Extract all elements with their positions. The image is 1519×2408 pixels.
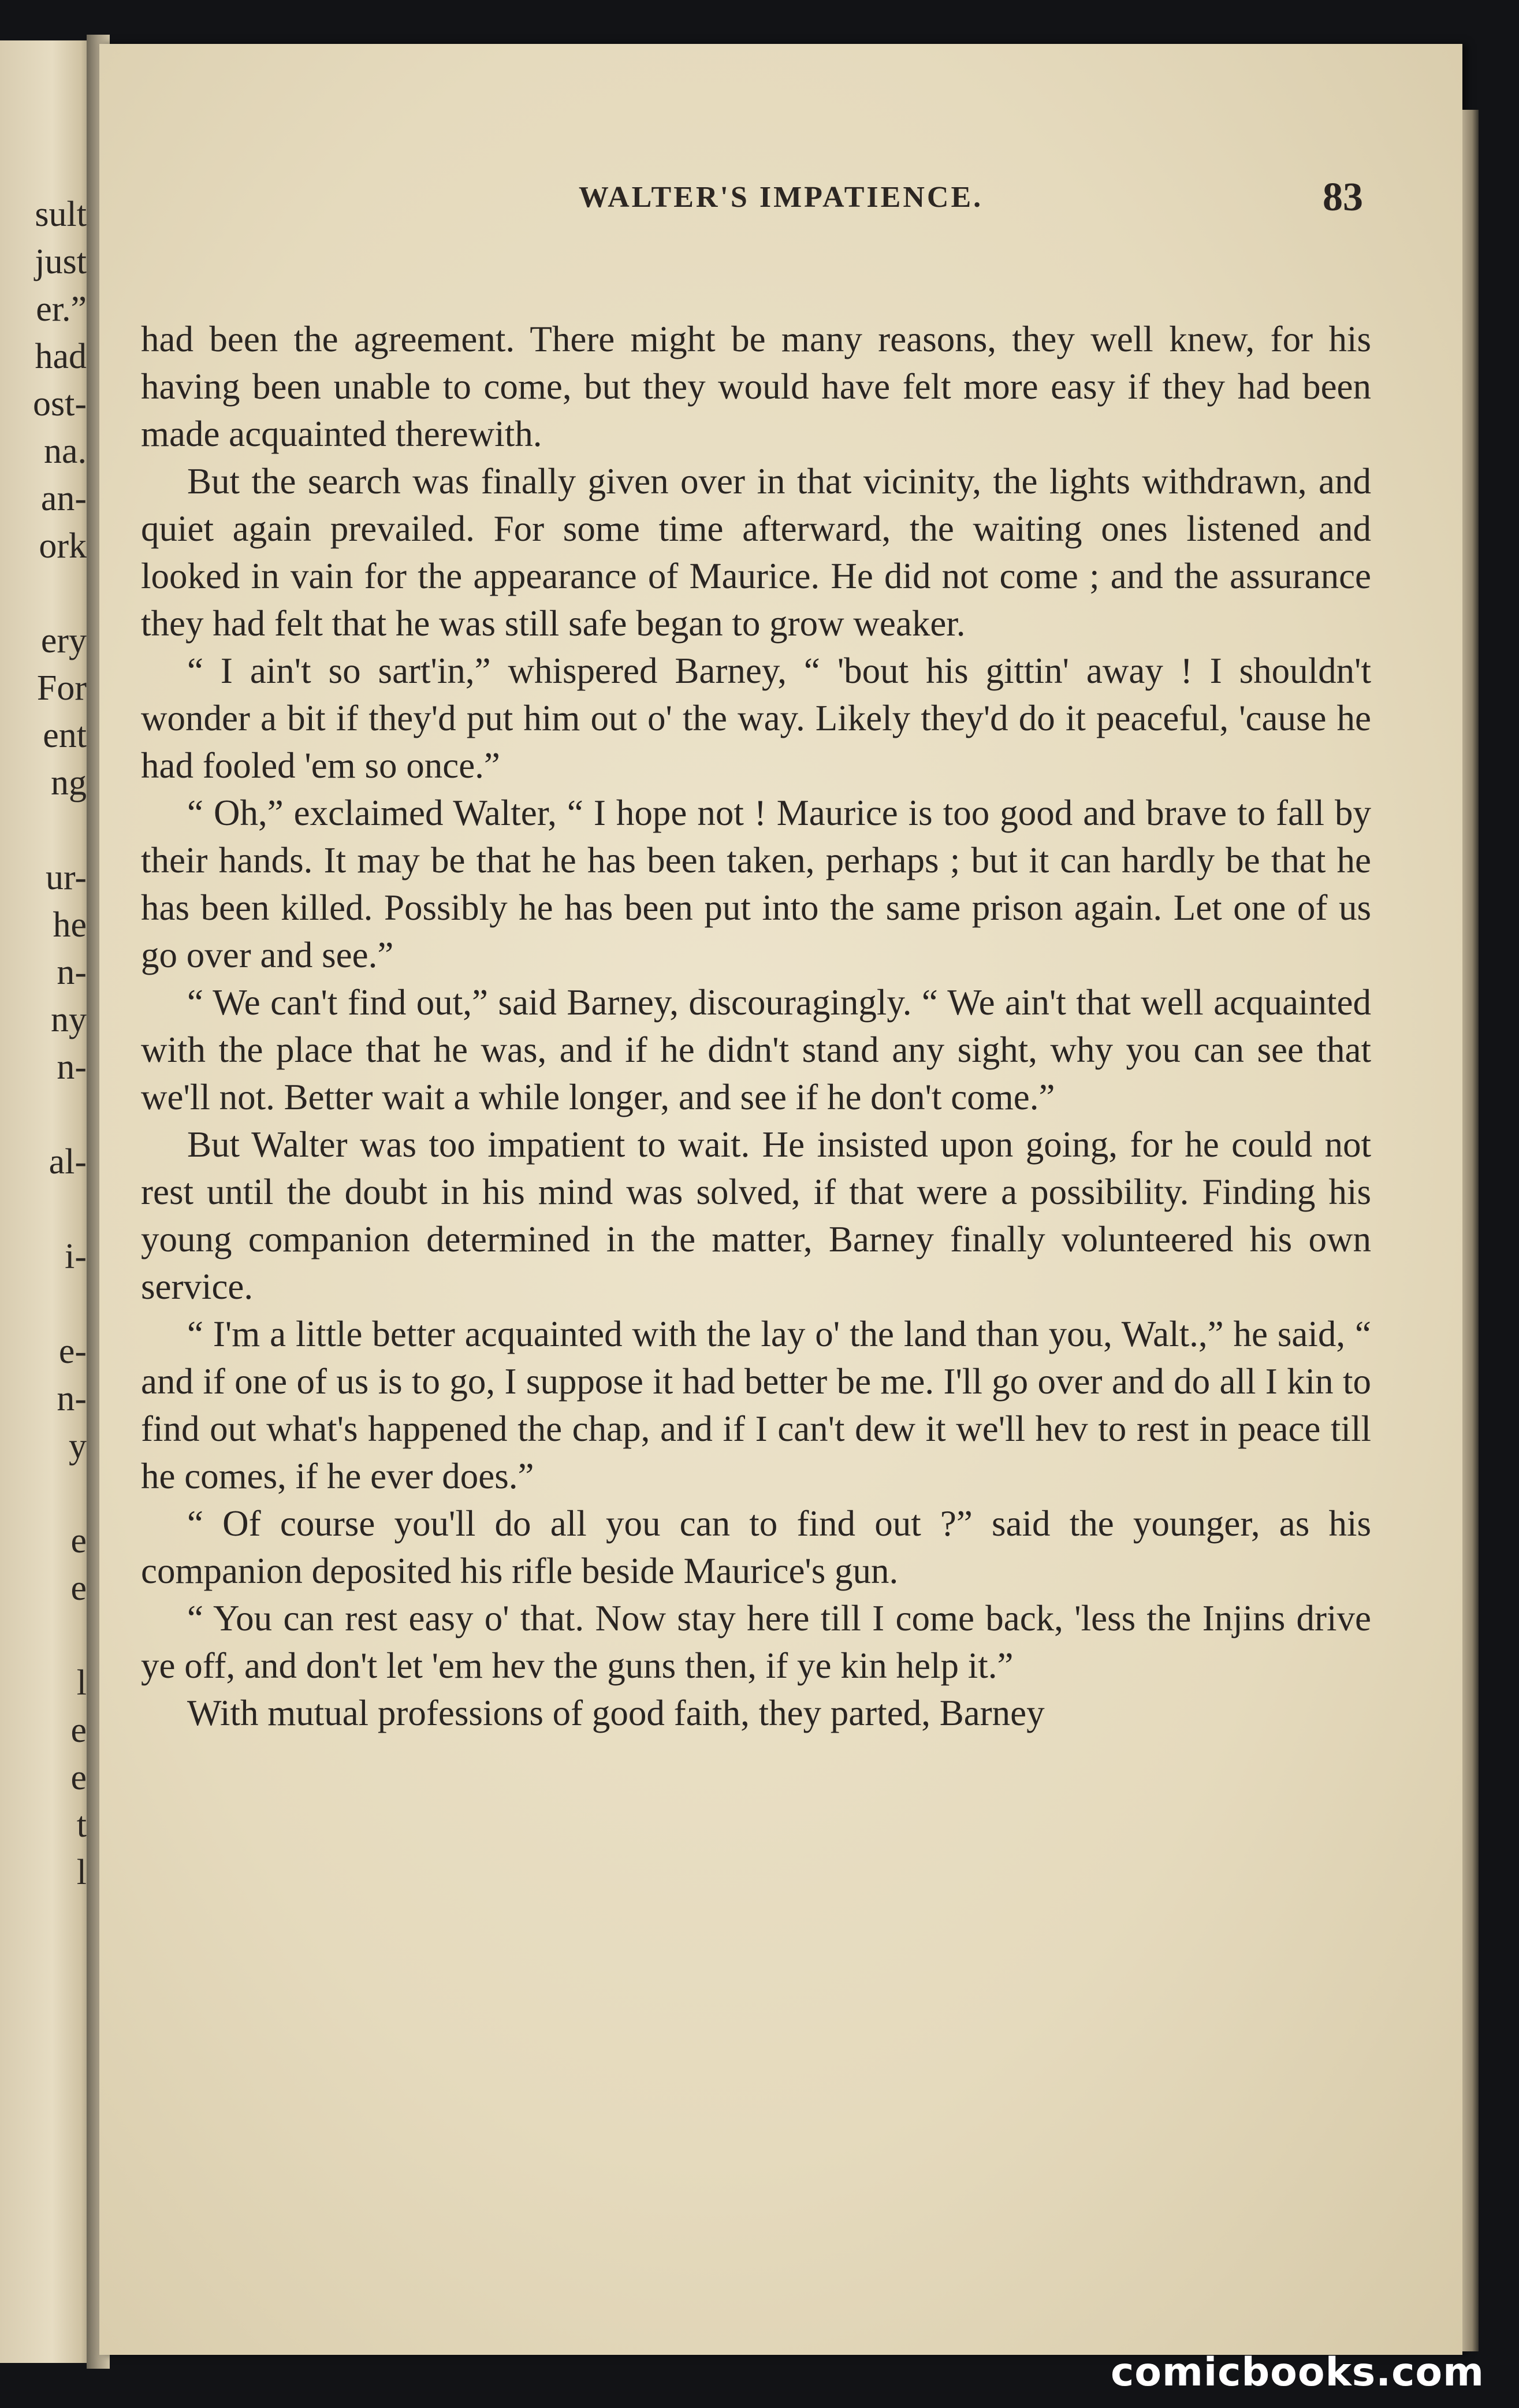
- previous-page-fragment: e: [70, 1758, 87, 1797]
- previous-page-fragment: l: [76, 1663, 87, 1703]
- paragraph: “ Of course you'll do all you can to find out ?” said the younger, as his companion deposited his rifle beside Maurice's gun.: [141, 1503, 1371, 1591]
- site-watermark: comicbooks.com: [1110, 2350, 1484, 2395]
- previous-page-fragment: l: [76, 1853, 87, 1892]
- previous-page-fragment: had: [35, 337, 87, 376]
- previous-page-fragment: e-: [58, 1332, 87, 1371]
- paragraph: “ We can't find out,” said Barney, discouragingly. “ We ain't that well acquainted with the place that he was, and if he didn't stand any sight, why you can see that we'll not. Better wait a while longer, and see if he don't come.”: [141, 982, 1371, 1117]
- previous-page-fragment: ny: [51, 1000, 87, 1039]
- previous-page-fragment: t: [76, 1805, 87, 1845]
- paragraph: But the search was finally given over in that vicinity, the lights withdrawn, and quiet again prevailed. For some time afterward, the waiting ones listened and looked in vain for the appearance of Maurice. He did not come ; and the assurance they had felt that he was still safe began to grow weaker.: [141, 461, 1371, 644]
- previous-page-fragment: y: [69, 1426, 87, 1466]
- paragraph: had been the agreement. There might be many reasons, they well knew, for his having been unable to come, but they would have felt more easy if they had been made acquainted therewith.: [141, 319, 1371, 454]
- previous-page-fragment: na.: [43, 432, 87, 471]
- body-text: [141, 315, 1371, 1737]
- paragraph: With mutual professions of good faith, they parted, Barney: [187, 1693, 1045, 1733]
- running-head: [99, 175, 1462, 226]
- previous-page-fragment: sult: [35, 195, 87, 234]
- paragraph: But Walter was too impatient to wait. He insisted upon going, for he could not rest until the doubt in his mind was solved, if that were a possibility. Finding his young companion determined in the matter, Barney finally volunteered his own service.: [141, 1124, 1371, 1307]
- paragraph: “ I ain't so sart'in,” whispered Barney, “ 'bout his gittin' away ! I shouldn't wonder a bit if they'd put him out o' the way. Likely they'd do it peaceful, 'cause he had fooled 'em so once.”: [141, 651, 1371, 786]
- previous-page-fragment: he: [53, 905, 87, 945]
- paragraph: “ You can rest easy o' that. Now stay here till I come back, 'less the Injins drive ye off, and don't let 'em hev the guns then, if ye kin help it.”: [141, 1598, 1371, 1686]
- previous-page-fragment: ent: [43, 716, 87, 755]
- book-page: [99, 44, 1462, 2355]
- page-stack-edge: [1462, 110, 1479, 2351]
- previous-page-fragment: i-: [65, 1237, 87, 1276]
- previous-page-fragment: er.”: [36, 289, 87, 329]
- previous-page-fragment: al-: [49, 1142, 87, 1181]
- previous-page-fragment: ng: [51, 763, 87, 802]
- previous-page-fragment: n-: [57, 953, 87, 992]
- previous-page-fragment: e: [70, 1569, 87, 1608]
- previous-page-fragment: n-: [57, 1047, 87, 1087]
- previous-page-fragment: ost-: [33, 384, 87, 423]
- previous-page-fragment: ur-: [45, 858, 87, 897]
- previous-page-fragment: e: [70, 1711, 87, 1750]
- paragraph: “ I'm a little better acquainted with the lay o' the land than you, Walt.,” he said, “ and if one of us is to go, I suppose it had better be me. I'll go over and do all I kin to find out what's happened the chap, and if I can't dew it we'll hev to rest in peace till he comes, if he ever does.”: [141, 1314, 1371, 1496]
- previous-page-sliver: [0, 40, 95, 2363]
- previous-page-fragment: an-: [40, 479, 87, 518]
- previous-page-fragment: n-: [57, 1379, 87, 1418]
- previous-page-fragment: just: [35, 242, 87, 281]
- previous-page-fragment: ery: [40, 621, 87, 660]
- running-title: WALTER'S IMPATIENCE.: [578, 181, 984, 214]
- previous-page-fragment: ork: [39, 526, 87, 566]
- paragraph: “ Oh,” exclaimed Walter, “ I hope not ! Maurice is too good and brave to fall by their hands. It may be that he has been taken, perhaps ; but it can hardly be that he has been killed. Possibly he has been put into the same prison again. Let one of us go over and see.”: [141, 793, 1371, 975]
- page-number: 83: [1323, 175, 1363, 220]
- previous-page-fragment: For: [36, 668, 87, 708]
- previous-page-fragment: e: [70, 1521, 87, 1560]
